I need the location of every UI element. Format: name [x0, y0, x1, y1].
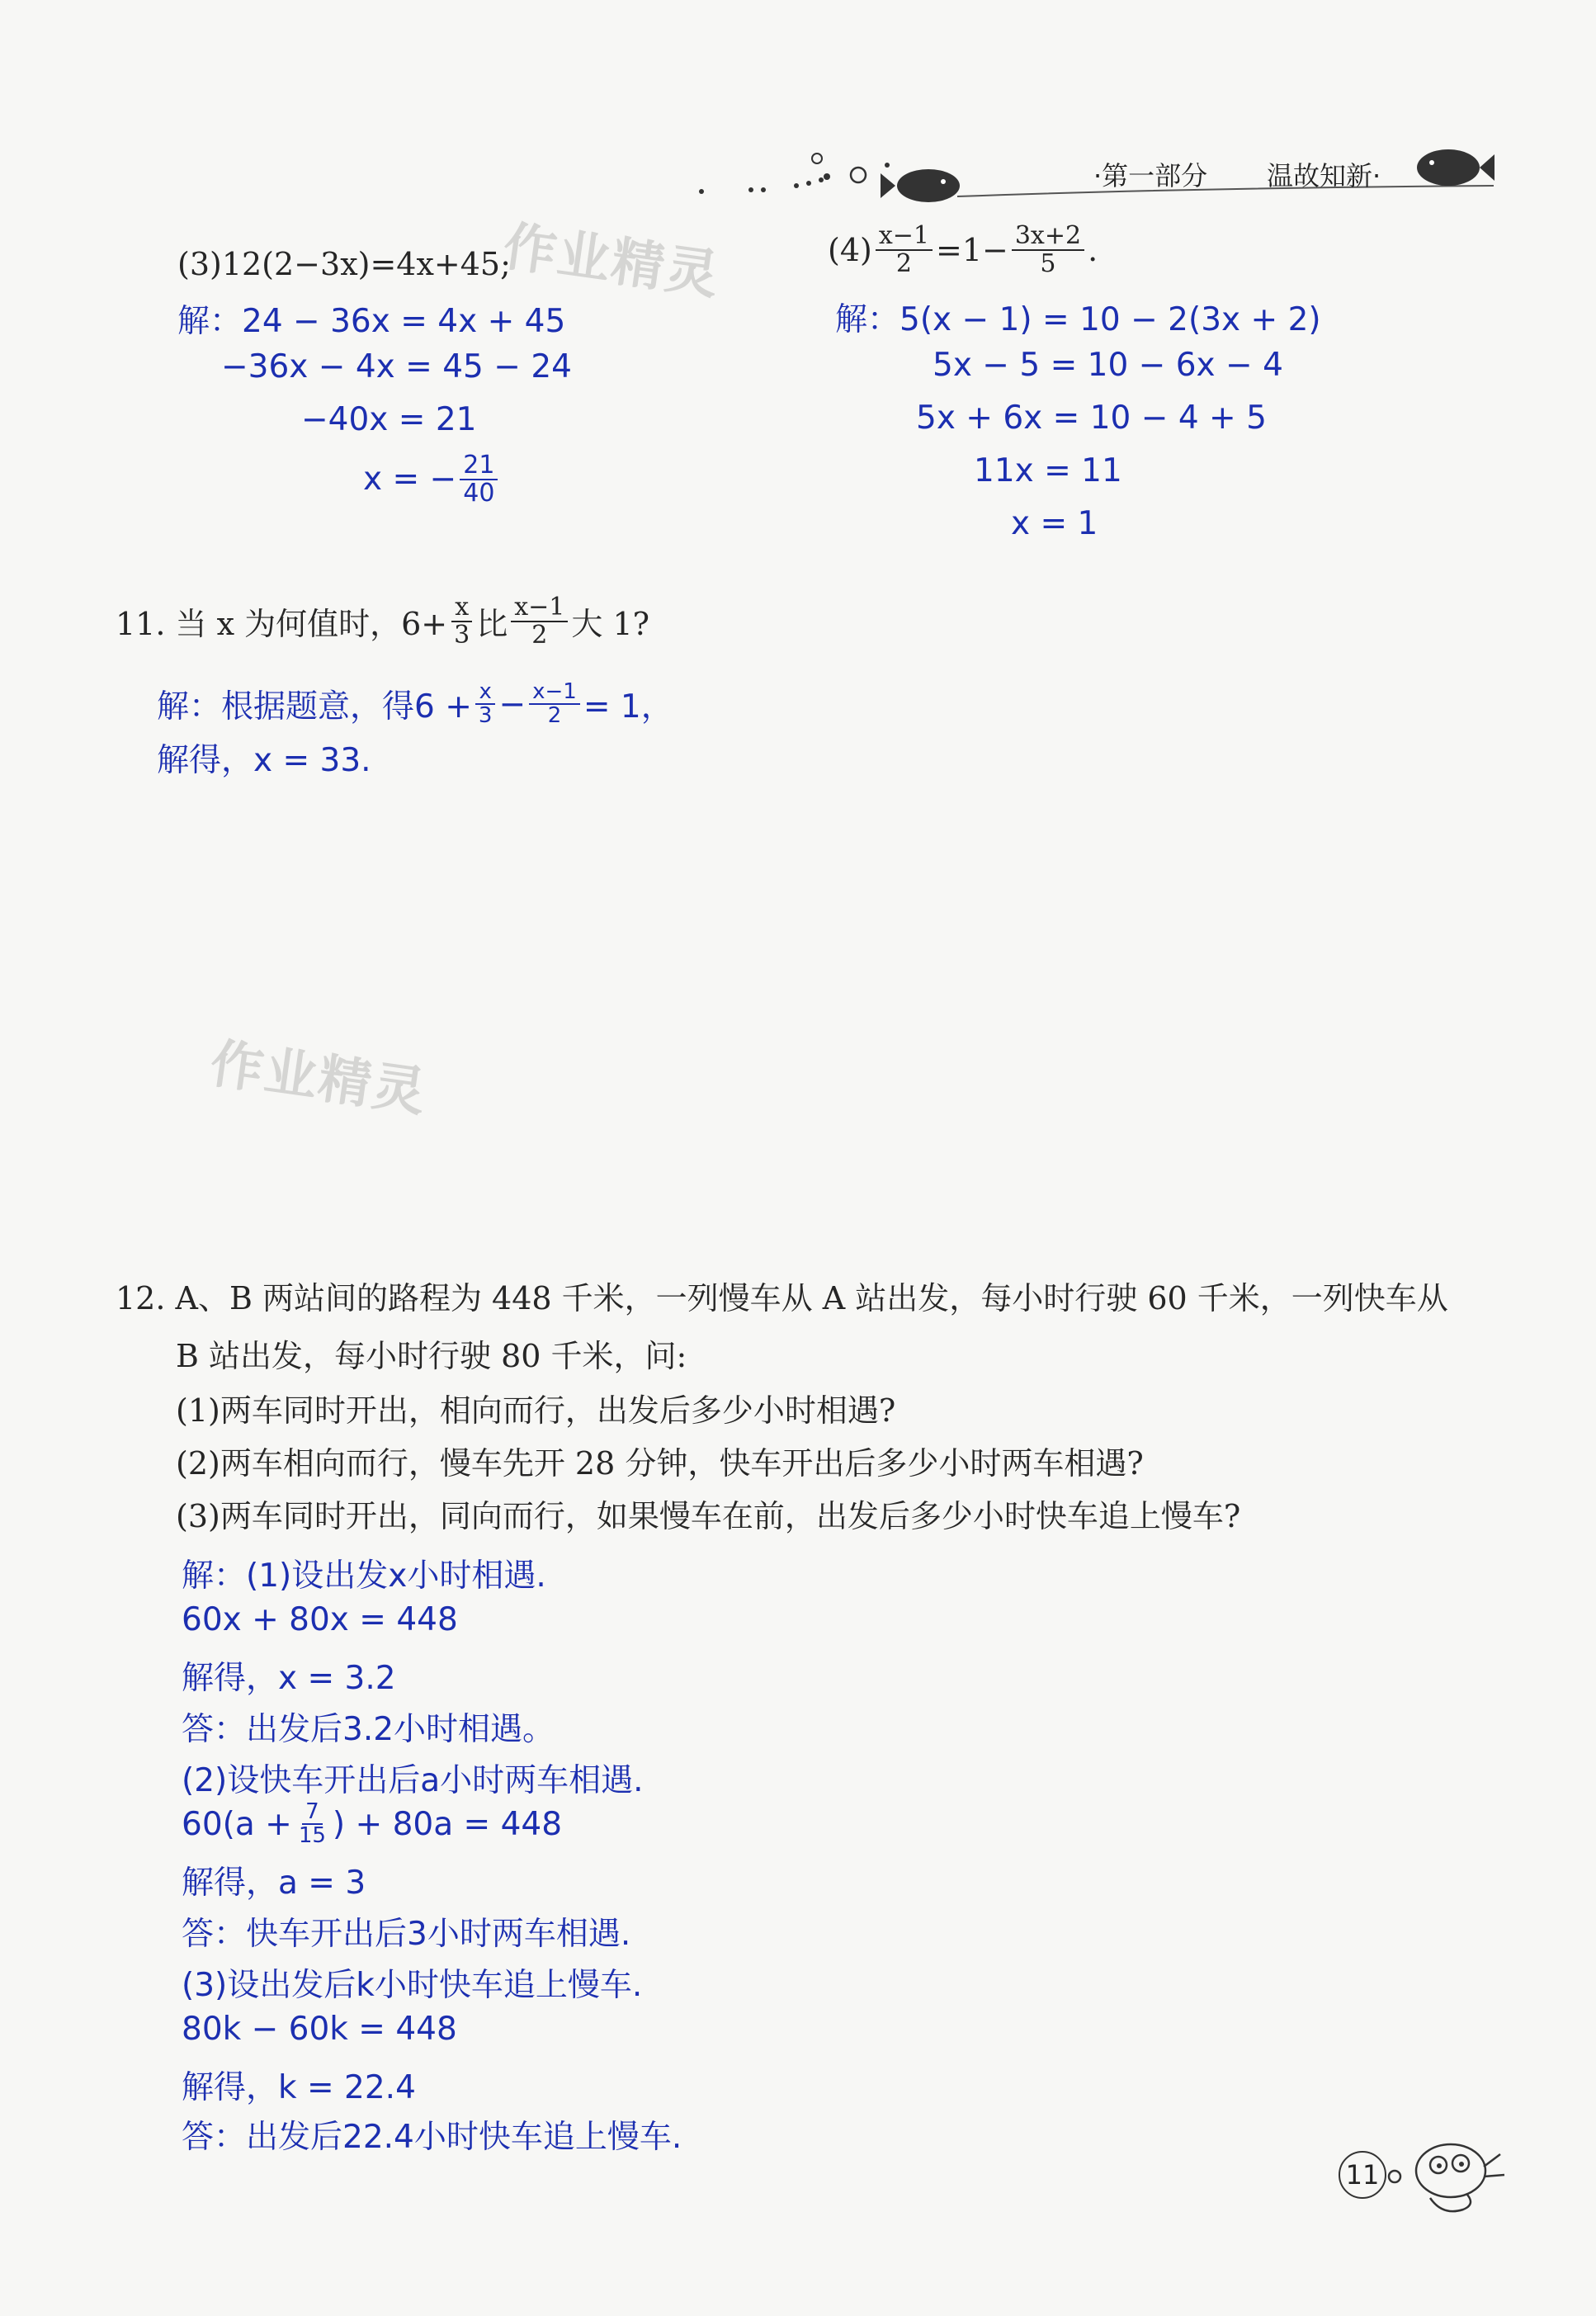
denominator: 2 — [531, 620, 548, 650]
q11-prefix: 11. 当 x 为何值时，6+ — [116, 606, 448, 642]
page-number: 11 — [1339, 2151, 1386, 2199]
q12-line-2: B 站出发，每小时行驶 80 千米，问: — [176, 1338, 687, 1374]
denominator: 15 — [298, 1823, 326, 1849]
q12-sub-3: (3)两车同时开出，同向而行，如果慢车在前，出发后多少小时快车追上慢车? — [176, 1498, 1241, 1534]
numerator: x−1 — [876, 223, 933, 251]
numerator: 3x+2 — [1012, 223, 1084, 251]
fraction — [460, 452, 498, 506]
numerator: x−1 — [511, 594, 568, 622]
q12-sub-1: (1)两车同时开出，相向而行，出发后多少小时相遇? — [176, 1392, 896, 1429]
problem-3-question: (3)12(2−3x)=4x+45; — [177, 246, 511, 282]
problem-4-question — [828, 223, 1098, 277]
numerator: x — [475, 681, 494, 705]
p3-line-2: −36x − 4x = 45 − 24 — [221, 348, 572, 385]
a1-end: = 1， — [583, 688, 673, 726]
a1-prefix: 解：根据题意，得6 + — [157, 688, 472, 726]
q12-answer-line: 答：出发后22.4小时快车追上慢车. — [182, 2119, 682, 2156]
q11-answer-2: 解得，x = 33. — [157, 742, 371, 779]
fraction — [876, 223, 933, 277]
q12-answer-line: (2)设快车开出后a小时两车相遇. — [182, 1762, 644, 1799]
q12-sub-2: (2)两车相向而行，慢车先开 28 分钟，快车开出后多少小时两车相遇? — [176, 1445, 1144, 1482]
p3-line-4 — [363, 452, 501, 506]
q12-answer-line: 答：出发后3.2小时相遇。 — [182, 1711, 555, 1748]
numerator: x — [451, 594, 472, 622]
q12-line-1: 12. A、B 两站间的路程为 448 千米，一列慢车从 A 站出发，每小时行驶 60 千米，一列快车从 — [116, 1280, 1448, 1316]
q12-answer-line: 解：(1)设出发x小时相遇. — [182, 1557, 546, 1595]
question-11 — [116, 594, 649, 648]
q12-answer-line: 答：快车开出后3小时两车相遇. — [182, 1916, 631, 1953]
fraction — [529, 681, 580, 728]
a1-minus: − — [498, 685, 526, 723]
header-title: 温故知新· — [1267, 160, 1381, 191]
q11-mid: 比 — [476, 606, 508, 642]
watermark: 作业精灵 — [206, 1033, 432, 1124]
header-section: ·第一部分 — [1093, 160, 1208, 191]
denominator: 5 — [1040, 248, 1056, 278]
fraction — [1012, 223, 1084, 277]
q11-answer-1 — [157, 681, 673, 728]
q12-answer-line: 解得，a = 3 — [182, 1865, 366, 1902]
fraction — [475, 681, 496, 728]
p3-line-4-prefix: x = − — [363, 461, 457, 498]
p4-prefix: (4) — [828, 231, 872, 268]
p4-line-1: 解：5(x − 1) = 10 − 2(3x + 2) — [835, 301, 1321, 338]
denominator: 2 — [547, 703, 562, 729]
bubbles-icon — [699, 154, 890, 194]
p4-mid: =1− — [935, 231, 1008, 268]
q12-answer-line: 60x + 80x = 448 — [182, 1601, 458, 1638]
ans6-prefix: 60(a + — [182, 1805, 292, 1843]
ans6-end: ) + 80a = 448 — [332, 1805, 563, 1843]
p4-line-5: x = 1 — [1011, 505, 1098, 542]
denominator: 40 — [463, 478, 495, 508]
fish-icon — [881, 169, 960, 202]
q12-answer-line: (3)设出发后k小时快车追上慢车. — [182, 1967, 643, 2004]
denominator: 3 — [454, 620, 470, 650]
q12-answer-line: 解得，k = 22.4 — [182, 2069, 416, 2106]
p4-line-3: 5x + 6x = 10 − 4 + 5 — [916, 399, 1267, 437]
fraction — [511, 594, 568, 648]
q11-end: 大 1? — [571, 606, 650, 642]
watermark: 作业精灵 — [499, 215, 725, 307]
p4-line-2: 5x − 5 = 10 − 6x − 4 — [933, 347, 1283, 384]
numerator: 7 — [302, 1801, 323, 1825]
q12-answer-line: 解得，x = 3.2 — [182, 1660, 396, 1697]
fraction — [451, 594, 473, 648]
p3-line-3: −40x = 21 — [301, 401, 477, 438]
q12-answer-line: 80k − 60k = 448 — [182, 2011, 457, 2048]
mascot-icon — [1385, 2134, 1509, 2224]
fraction — [295, 1801, 329, 1848]
p4-line-4: 11x = 11 — [974, 452, 1122, 489]
q12-answer-line — [182, 1801, 562, 1848]
denominator: 3 — [478, 703, 493, 729]
p3-line-1: 解：24 − 36x = 4x + 45 — [177, 303, 566, 340]
p4-end: . — [1088, 231, 1098, 268]
fish-icon-right — [1417, 149, 1494, 186]
denominator: 2 — [895, 248, 912, 278]
numerator: 21 — [460, 452, 498, 480]
numerator: x−1 — [529, 681, 580, 705]
